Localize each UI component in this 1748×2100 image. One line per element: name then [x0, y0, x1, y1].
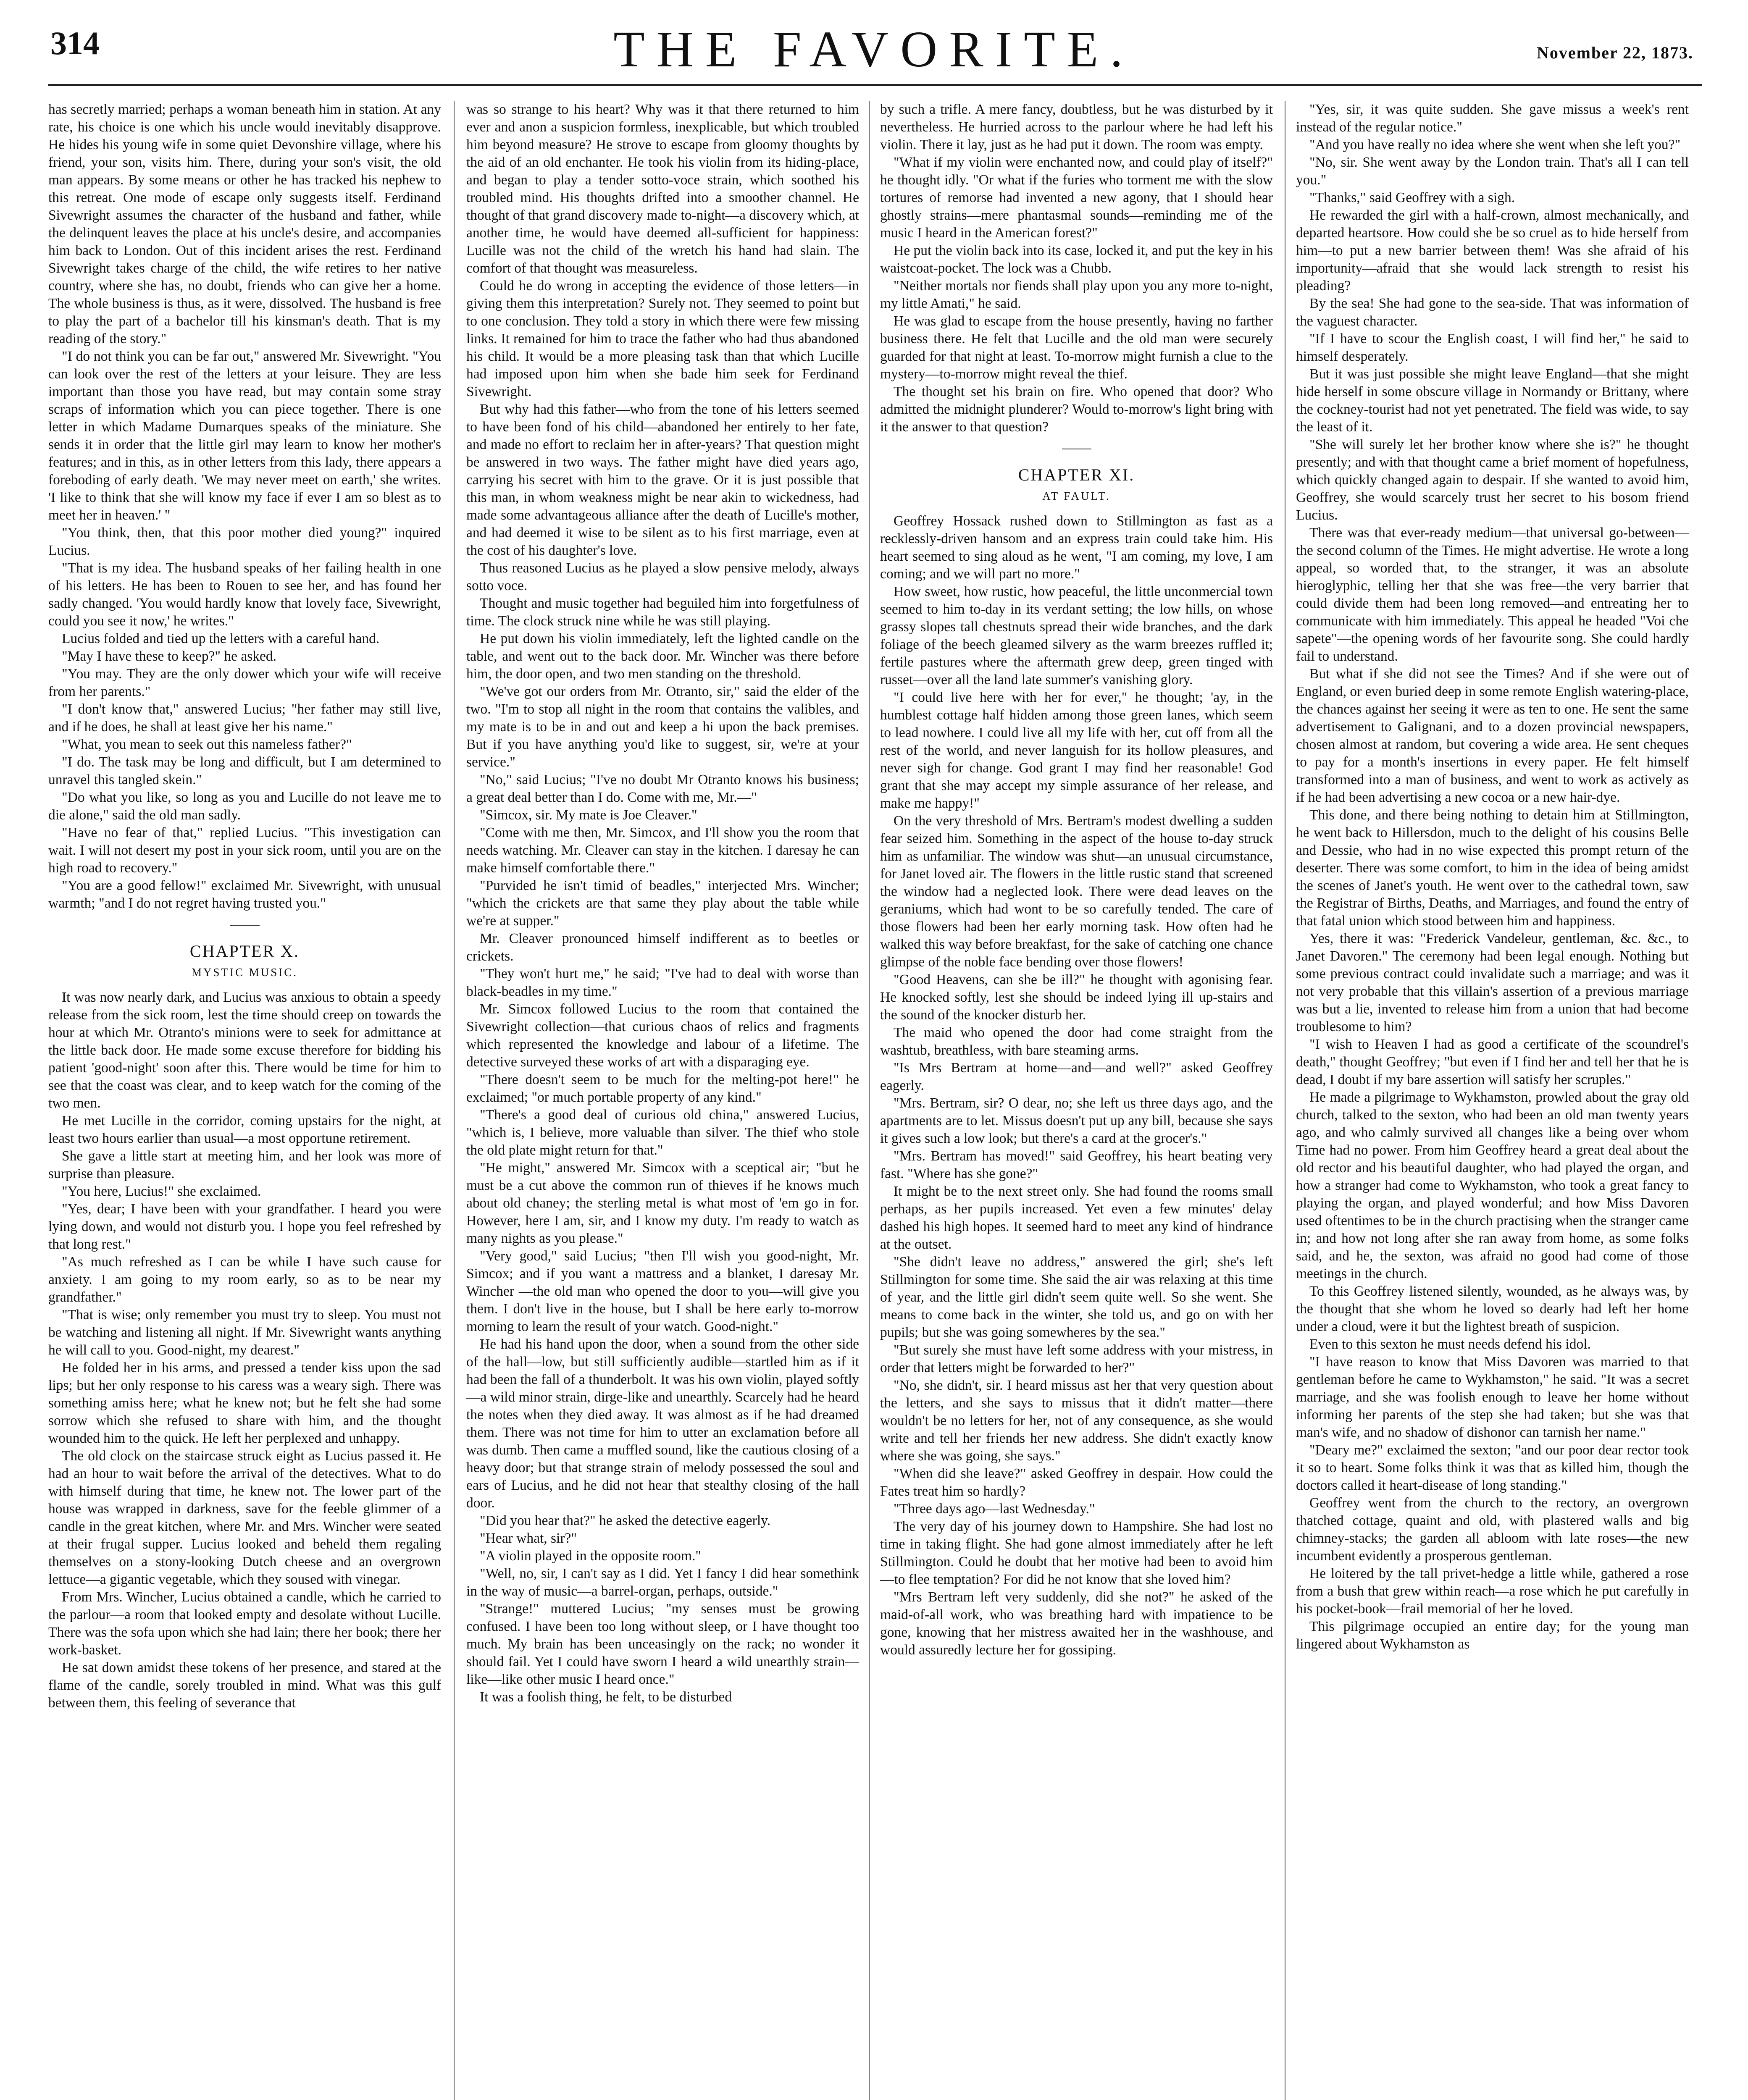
paragraph: "No," said Lucius; "I've no doubt Mr Otranto knows his business; a great deal better than I do. Come with me, Mr.—" — [466, 772, 859, 805]
paragraph: "I do not think you can be far out," answered Mr. Sivewright. "You can look over the rest of the letters at your leisure. They are less important than those you have read, but may contain some stray scraps of information which you can piece together. There is one letter in which Madame Dumarques speaks of the miniature. She sends it in order that the little girl may learn to know her mother's features; and in this, as in other letters from this lady, there appears a foreboding of early death. 'We may never meet on earth,' she writes. 'I like to think that she will know my face if ever I am so blest as to meet her in heaven.' " — [48, 349, 441, 523]
paragraph: "You here, Lucius!" she exclaimed. — [62, 1184, 261, 1199]
paragraph: He made a pilgrimage to Wykhamston, prowled about the gray old church, talked to the sexton, who had been an old man twenty years ago, and who calmly survived all changes like a being over whom Time had no power. From him Geoffrey heard a great deal about the old rector and his beautiful daughter, who had played the organ, and how a stranger had come to Wykhamston, who took a great fancy to playing the organ, and played wonderful; and how Miss Davoren used oftentimes to be in the church practising when the stranger came in; and how not long after she ran away from home, as some folks said, and he, the sexton, was afraid no good had come of those meetings in the church. — [1296, 1089, 1689, 1281]
paragraph: "She didn't leave no address," answered the girl; she's left Stillmington for some time. She said the air was relaxing at this time of year, and the little girl didn't seem quite well. So she went. She means to come back in the winter, she told us, and go on with her pupils; but she was going somewheres by the sea." — [880, 1254, 1273, 1340]
paragraph: "If I have to scour the English coast, I will find her," he said to himself desperately. — [1296, 331, 1689, 364]
paragraph: "No, sir. She went away by the London train. That's all I can tell you." — [1296, 155, 1689, 188]
paragraph: "And you have really no idea where she went when she left you?" — [1309, 137, 1681, 152]
chapter-heading: CHAPTER XI. — [1018, 465, 1135, 484]
page-number: 314 — [50, 25, 100, 61]
chapter-subtitle: AT FAULT. — [1042, 490, 1111, 502]
column-1 — [48, 101, 441, 1712]
paragraph: "You are a good fellow!" exclaimed Mr. Sivewright, with unusual warmth; "and I do not regret having trusted you." — [48, 878, 441, 911]
column-divider — [869, 101, 870, 2100]
paragraph: He rewarded the girl with a half-crown, almost mechanically, and departed heartsore. How could she be so cruel as to hide herself from him—to put a new barrier between them! Was she afraid of his importunity—afraid that she would lack strength to resist his pleading? — [1296, 207, 1689, 294]
paragraph: "As much refreshed as I can be while I have such cause for anxiety. I am going to my room early, so as to be near my grandfather." — [48, 1254, 441, 1305]
paragraph: Thought and music together had beguiled him into forgetfulness of time. The clock struck nine while he was still playing. — [466, 596, 859, 629]
paragraph: It was now nearly dark, and Lucius was anxious to obtain a speedy release from the sick room, lest the time should creep on towards the hour at which Mr. Otranto's minions were to seek for admittance at the little back door. He made some excuse therefore for bidding his patient 'good-night' soon after this. There would be time for him to see that the coast was clear, and to keep watch for the coming of the two men. — [48, 990, 441, 1111]
paragraph: "Well, no, sir, I can't say as I did. Yet I fancy I did hear somethink in the way of music—a barrel-organ, perhaps, outside." — [466, 1566, 859, 1599]
chapter-heading: CHAPTER X. — [189, 942, 300, 961]
paragraph: Thus reasoned Lucius as he played a slow pensive melody, always sotto voce. — [466, 560, 859, 593]
paragraph: Geoffrey Hossack rushed down to Stillmington as fast as a recklessly-driven hansom and an express train could take him. His heart seemed to sing aloud as he went, "I am coming, my love, I am coming; and we will part no more." — [880, 513, 1273, 582]
paragraph: "Come with me then, Mr. Simcox, and I'll show you the room that needs watching. Mr. Cleaver can stay in the kitchen. I daresay he can make himself comfortable there." — [466, 825, 859, 876]
section-separator — [230, 925, 260, 926]
paragraph: He folded her in his arms, and pressed a tender kiss upon the sad lips; but her only response to his caress was a weary sigh. There was something amiss here; what he knew not; but he felt she had some sorrow which she refused to share with him, and the thought wounded him to the quick. He left her perplexed and unhappy. — [48, 1360, 441, 1446]
column-3 — [880, 101, 1273, 1659]
paragraph: "Simcox, sir. My mate is Joe Cleaver." — [480, 807, 697, 823]
paragraph: "Strange!" muttered Lucius; "my senses must be growing confused. I have been too long without sleep, or I have thought too much. My brain has been unceasingly on the rack; no wonder it should fail. Yet I could have sworn I heard a wild unearthly strain—like—like other music I heard once." — [466, 1601, 859, 1687]
paragraph: "They won't hurt me," he said; "I've had to deal with worse than black-beadles in my time." — [466, 966, 859, 999]
paragraph: "I do. The task may be long and difficult, but I am determined to unravel this tangled skein." — [48, 754, 441, 788]
paragraph: "No, she didn't, sir. I heard missus ast her that very question about the letters, and she says to missus that it didn't matter—there wouldn't be no letters for her, not of any consequence, as she would write and tell her friends her new address. She didn't exactly know where she was going, she says." — [880, 1378, 1273, 1464]
paragraph: Mr. Cleaver pronounced himself indifferent as to beetles or crickets. — [466, 931, 859, 964]
paragraph: It might be to the next street only. She had found the rooms small perhaps, as her pupils increased. Yet even a few minutes' delay dashed his high hopes. It seemed hard to meet any kind of hindrance at the outset. — [880, 1184, 1273, 1252]
paragraph: "He might," answered Mr. Simcox with a sceptical air; "but he must be a cut above the common run of thieves if he knows much about old chaney; the sterling metal is what most of 'em go in for. However, here I am, sir, and I know my duty. I'm ready to watch as many nights as you please." — [466, 1160, 859, 1246]
paragraph: "Hear what, sir?" — [480, 1530, 577, 1546]
paragraph: "Yes, dear; I have been with your grandfather. I heard you were lying down, and would not disturb you. I hope you feel refreshed by that long rest." — [48, 1201, 441, 1252]
paragraph: But why had this father—who from the tone of his letters seemed to have been fond of his child—abandoned her entirely to her fate, and made no effort to reclaim her in after-years? That question might be answered in two ways. The father might have died years ago, carrying his secret with him to the grave. Or it is just possible that this man, in whom weakness might be near akin to wickedness, had made some advantageous alliance after the death of Lucille's mother, and had deemed it wise to be silent as to his first marriage, even at the cost of his daughter's love. — [466, 402, 859, 558]
paragraph: "Mrs. Bertram, sir? O dear, no; she left us three days ago, and the apartments are to let. Missus doesn't put up any bill, because she says it gives such a low look; but there's a card at the grocer's." — [880, 1095, 1273, 1146]
paragraph: "There doesn't seem to be much for the melting-pot here!" he exclaimed; "or much portable property of any kind." — [466, 1072, 859, 1105]
header-rule — [48, 84, 1702, 86]
paragraph: On the very threshold of Mrs. Bertram's modest dwelling a sudden fear seized him. Something in the aspect of the house to-day struck him as unfamiliar. The window was shut—an unusual circumstance, for Janet loved air. The flowers in the little rustic stand that screened the window had a neglected look. There were dead leaves on the geraniums, which had wont to be so carefully tended. The care of those flowers had been her early morning task. How often had he walked this way before breakfast, for the sake of catching one chance glimpse of the noble face bending over those flowers! — [880, 813, 1273, 970]
paragraph: "She will surely let her brother know where she is?" he thought presently; and with that thought came a brief moment of hopefulness, which quickly changed again to despair. If she wanted to avoid him, Geoffrey, she would scarcely trust her secret to his bosom friend Lucius. — [1296, 437, 1689, 523]
paragraph: "You think, then, that this poor mother died young?" inquired Lucius. — [48, 525, 441, 558]
paragraph: "When did she leave?" asked Geoffrey in despair. How could the Fates treat him so hardly? — [880, 1466, 1273, 1499]
paragraph: From Mrs. Wincher, Lucius obtained a candle, which he carried to the parlour—a room that looked empty and desolate without Lucille. There was the sofa upon which she had lain; there her book; there her work-basket. — [48, 1589, 441, 1658]
paragraph: "What, you mean to seek out this nameless father?" — [62, 737, 352, 752]
paragraph: He met Lucille in the corridor, coming upstairs for the night, at least two hours earlier than usual—a most opportune retirement. — [48, 1113, 441, 1146]
paragraph: "That is wise; only remember you must try to sleep. You must not be watching and listening all night. If Mr. Sivewright wants anything he will call to you. Good-night, my dearest." — [48, 1307, 441, 1358]
paragraph: by such a trifle. A mere fancy, doubtless, but he was disturbed by it nevertheless. He hurried across to the parlour where he had left his violin. There it lay, just as he had put it down. The room was empty. — [880, 102, 1273, 152]
paragraph: He was glad to escape from the house presently, having no farther business there. He felt that Lucille and the old man were securely guarded for that night at least. To-morrow might furnish a clue to the mystery—to-morrow might reveal the thief. — [880, 313, 1273, 382]
paragraph: He loitered by the tall privet-hedge a little while, gathered a rose from a bush that grew within reach—a rose which he put carefully in his pocket-book—frail memorial of her he loved. — [1296, 1566, 1689, 1617]
paragraph: But what if she did not see the Times? And if she were out of England, or even buried deep in some remote English watering-place, the chances against her seeing it were as ten to one. He sent the same advertisement to Galignani, and to a dozen provincial newspapers, chosen almost at random, but covering a wide area. He sent cheques to pay for a month's insertions in every paper. He felt himself transformed into a man of business, and went to work as actively as if he had been advertising a new cocoa or a new hair-dye. — [1296, 666, 1689, 805]
paragraph: "Thanks," said Geoffrey with a sigh. — [1309, 190, 1515, 205]
paragraph: Even to this sexton he must needs defend his idol. — [1309, 1336, 1591, 1352]
paragraph: "I don't know that," answered Lucius; "her father may still live, and if he does, he shall at least give her his name." — [48, 701, 441, 735]
paragraph: has secretly married; perhaps a woman beneath him in station. At any rate, his choice is one which his uncle would inevitably disapprove. He hides his young wife in some quiet Devonshire village, where his friend, your son, visits him. There, during your son's visit, the old man appears. By some means or other he has tracked his nephew to this retreat. One mode of escape only suggests itself. Ferdinand Sivewright assumes the character of the husband and father, while the delinquent leaves the place at his uncle's desire, and accompanies him back to London. Out of this incident arises the rest. Ferdinand Sivewright takes charge of the child, the wife retires to her native country, where she has, no doubt, friends who can give her a home. The whole business is thus, as it were, dissolved. The husband is free to play the part of a bachelor till his kinsman's death. That is my reading of the story." — [48, 102, 441, 346]
paragraph: "Have no fear of that," replied Lucius. "This investigation can wait. I will not desert my post in your sick room, until you are on the high road to recovery." — [48, 825, 441, 876]
paragraph: The thought set his brain on fire. Who opened that door? Who admitted the midnight plunderer? Would to-morrow's light bring with it the answer to that question? — [880, 384, 1273, 435]
paragraph: He put down his violin immediately, left the lighted candle on the table, and went out to the back door. Mr. Wincher was there before him, the door open, and two men standing on the threshold. — [466, 631, 859, 682]
paragraph: "Deary me?" exclaimed the sexton; "and our poor dear rector took it so to heart. Some folks think it was that as killed him, though the doctors called it heart-disease of long standing." — [1296, 1442, 1689, 1493]
paragraph: "Purvided he isn't timid of beadles," interjected Mrs. Wincher; "which the crickets are that same they play about the table while we're at supper." — [466, 878, 859, 929]
paragraph: "Three days ago—last Wednesday." — [894, 1501, 1095, 1517]
column-4 — [1296, 101, 1689, 1653]
paragraph: "Is Mrs Bertram at home—and—and well?" asked Geoffrey eagerly. — [880, 1060, 1273, 1093]
paragraph: It was a foolish thing, he felt, to be disturbed — [480, 1689, 732, 1705]
paragraph: "But surely she must have left some address with your mistress, in order that letters might be forwarded to her?" — [880, 1342, 1273, 1376]
page-header — [0, 0, 1748, 101]
paragraph: He sat down amidst these tokens of her presence, and stared at the flame of the candle, sorely troubled in mind. What was this gulf between them, this feeling of severance that — [48, 1660, 441, 1711]
paragraph: was so strange to his heart? Why was it that there returned to him ever and anon a suspicion formless, inexplicable, but which troubled him beyond measure? He strove to escape from gloomy thoughts by the aid of an old enchanter. He took his violin from its hiding-place, and began to play a tender sotto-voce strain, which soothed his troubled mind. His thoughts drifted into a smoother channel. He thought of that grand discovery made to-night—a discovery which, at another time, he would have deemed all-sufficient for happiness: Lucille was not the child of the wretch his hand had slain. The comfort of that thought was measureless. — [466, 102, 859, 276]
paragraph: He had his hand upon the door, when a sound from the other side of the hall—low, but still sufficiently audible—startled him as if it had been the fall of a thunderbolt. It was his own violin, played softly—a wild minor strain, dirge-like and unearthly. Scarcely had he heard the notes when they died away. It was almost as if he had dreamed them. There was not time for him to utter an exclamation before all was dumb. Then came a muffled sound, like the cautious closing of a heavy door; but that strange strain of melody possessed the soul and ears of Lucius, and he did not hear that stealthy closing of the hall door. — [466, 1336, 859, 1511]
paragraph: "There's a good deal of curious old china," answered Lucius, "which is, I believe, more valuable than silver. The thief who stole the old plate might return for that." — [466, 1107, 859, 1158]
paragraph: "Yes, sir, it was quite sudden. She gave missus a week's rent instead of the regular notice." — [1296, 102, 1689, 135]
paragraph: This pilgrimage occupied an entire day; for the young man lingered about Wykhamston as — [1296, 1619, 1689, 1652]
paragraph: "We've got our orders from Mr. Otranto, sir," said the elder of the two. "I'm to stop all night in the room that contains the valibles, and my mate is to be in and out and keep a hi upon the back premises. But if you have anything you'd like to suggest, sir, we're at your service." — [466, 684, 859, 770]
column-2 — [466, 101, 859, 1706]
paragraph: "Good Heavens, can she be ill?" he thought with agonising fear. He knocked softly, lest she should be indeed lying ill up-stairs and the sound of the knocker disturb her. — [880, 972, 1273, 1023]
paragraph: "That is my idea. The husband speaks of her failing health in one of his letters. He has been to Rouen to see her, and has found her sadly changed. 'You would hardly know that lovely face, Sivewright, could you see it now,' he writes." — [48, 560, 441, 629]
paragraph: By the sea! She had gone to the sea-side. That was information of the vaguest character. — [1296, 296, 1689, 329]
paragraph: "Very good," said Lucius; "then I'll wish you good-night, Mr. Simcox; and if you want a mattress and a blanket, I daresay Mr. Wincher —the old man who opened the door to you—will give you them. I don't live in the house, but I shall be here early to-morrow morning to learn the result of your watch. Good-night." — [466, 1248, 859, 1334]
paragraph: She gave a little start at meeting him, and her look was more of surprise than pleasure. — [48, 1148, 441, 1181]
paragraph: "I have reason to know that Miss Davoren was married to that gentleman before he came to Wykhamston," he said. "It was a secret marriage, and she was foolish enough to leave her home without informing her parents of the step she had taken; but she was that man's wife, and no shadow of dishonor can tarnish her name." — [1296, 1354, 1689, 1440]
paragraph: Lucius folded and tied up the letters with a careful hand. — [62, 631, 380, 646]
paragraph: "You may. They are the only dower which your wife will receive from her parents." — [48, 666, 441, 699]
paragraph: Could he do wrong in accepting the evidence of those letters—in giving them this interpretation? Surely not. They seemed to point but to one conclusion. They told a story in which there were few missing links. It remained for him to trace the father who had thus abandoned his child. It would be a more pleasing task than that which Lucille had imposed upon him when she bade him seek for Ferdinand Sivewright. — [466, 278, 859, 399]
paragraph: Yes, there it was: "Frederick Vandeleur, gentleman, &c. &c., to Janet Davoren." The ceremony had been legal enough. Nothing but some previous contract could invalidate such a marriage; and was it not very probable that this villain's assertion of a previous marriage was but a lie, invented to release him from a union that had become troublesome to him? — [1296, 931, 1689, 1034]
paragraph: He put the violin back into its case, locked it, and put the key in his waistcoat-pocket. The lock was a Chubb. — [880, 243, 1273, 276]
paragraph: There was that ever-ready medium—that universal go-between—the second column of the Times. He might advertise. He wrote a long appeal, so worded that, to the stranger, it was an absolute hieroglyphic, telling her that she was free—the very barrier that could divide them had been long removed—and entreating her to communicate with him immediately. This appeal he headed "Voi che sapete"—the opening words of her favourite song. She could hardly fail to understand. — [1296, 525, 1689, 664]
paragraph: "I could live here with her for ever," he thought; 'ay, in the humblest cottage half hidden among those green lanes, which seem to lead nowhere. I could live all my life with her, cut off from all the rest of the world, and never languish for its hollow pleasures, and never sigh for change. God grant I may find her reasonable! God grant that she may accept my simple assurance of her release, and make me happy!" — [880, 690, 1273, 811]
paragraph: "May I have these to keep?" he asked. — [62, 648, 277, 664]
paragraph: The maid who opened the door had come straight from the washtub, breathless, with bare steaming arms. — [880, 1025, 1273, 1058]
paragraph: "A violin played in the opposite room." — [480, 1548, 702, 1564]
column-divider — [454, 101, 455, 2100]
paragraph: "Neither mortals nor fiends shall play upon you any more to-night, my little Amati," he said. — [880, 278, 1273, 311]
paragraph: To this Geoffrey listened silently, wounded, as he always was, by the thought that she whom he loved so dearly had left her home under a cloud, were it but the lightest breath of suspicion. — [1296, 1284, 1689, 1334]
paragraph: "I wish to Heaven I had as good a certificate of the scoundrel's death," thought Geoffrey; "but even if I find her and tell her that he is dead, I doubt if my bare assertion will satisfy her scruples." — [1296, 1037, 1689, 1087]
paragraph: The very day of his journey down to Hampshire. She had lost no time in taking flight. She had gone almost immediately after he left Stillmington. Could he doubt that her motive had been to avoid him—to flee temptation? For did he not know that she loved him? — [880, 1519, 1273, 1587]
paragraph: This done, and there being nothing to detain him at Stillmington, he went back to Hillersdon, much to the delight of his cousins Belle and Dessie, who had in no wise expected this prompt return of the deserter. There was some comfort, to him in the idea of being amidst the scenes of Janet's youth. He went over to the cathedral town, saw the Registrar of Births, Deaths, and Marriages, and found the entry of that fatal union which stood between him and happiness. — [1296, 807, 1689, 929]
paragraph: Mr. Simcox followed Lucius to the room that contained the Sivewright collection—that curious chaos of relics and fragments which represented the knowledge and labour of a lifetime. The detective surveyed these works of art with a disparaging eye. — [466, 1001, 859, 1070]
paragraph: But it was just possible she might leave England—that she might hide herself in some obscure village in Normandy or Brittany, where the cockney-tourist had not yet penetrated. The field was wide, to say the least of it. — [1296, 366, 1689, 435]
paragraph: "Did you hear that?" he asked the detective eagerly. — [480, 1513, 771, 1528]
issue-date: November 22, 1873. — [1537, 43, 1693, 62]
masthead-title: THE FAVORITE. — [613, 21, 1135, 78]
paragraph: The old clock on the staircase struck eight as Lucius passed it. He had an hour to wait before the arrival of the detectives. What to do with himself during that time, he knew not. The lower part of the house was wrapped in darkness, save for the feeble glimmer of a candle in the great kitchen, where Mr. and Mrs. Wincher were seated at their frugal supper. Lucius looked and beheld them regaling themselves on a stony-looking Dutch cheese and an overgrown lettuce—a gigantic vegetable, which they soused with vinegar. — [48, 1448, 441, 1587]
paragraph: "Do what you like, so long as you and Lucille do not leave me to die alone," said the old man sadly. — [48, 790, 441, 823]
paragraph: Geoffrey went from the church to the rectory, an overgrown thatched cottage, quaint and old, with plastered walls and big chimney-stacks; the garden all abloom with late roses—the new incumbent evidently a prosperous gentleman. — [1296, 1495, 1689, 1564]
paragraph: "Mrs Bertram left very suddenly, did she not?" he asked of the maid-of-all work, who was breathing hard with impatience to be gone, knowing that her mistress awaited her in the washhouse, and would assuredly lecture her for gossiping. — [880, 1589, 1273, 1658]
paragraph: How sweet, how rustic, how peaceful, the little unconmercial town seemed to him to-day in its verdant setting; the low hills, on whose grassy slopes tall chestnuts spread their wide branches, and the dark foliage of the beech gleamed silvery as the warm breezes ruffled it; fertile pastures where the aftermath grew deep, green tinged with russet—over all the land late summer's vanishing glory. — [880, 584, 1273, 688]
chapter-subtitle: MYSTIC MUSIC. — [191, 966, 298, 979]
paragraph: "Mrs. Bertram has moved!" said Geoffrey, his heart beating very fast. "Where has she gone?" — [880, 1148, 1273, 1181]
paragraph: "What if my violin were enchanted now, and could play of itself?" he thought idly. "Or what if the furies who torment me with the slow tortures of remorse had invented a new agony, that I should hear ghostly strains—mere phantasmal sounds—reminding me of the music I heard in the American forest?" — [880, 155, 1273, 241]
